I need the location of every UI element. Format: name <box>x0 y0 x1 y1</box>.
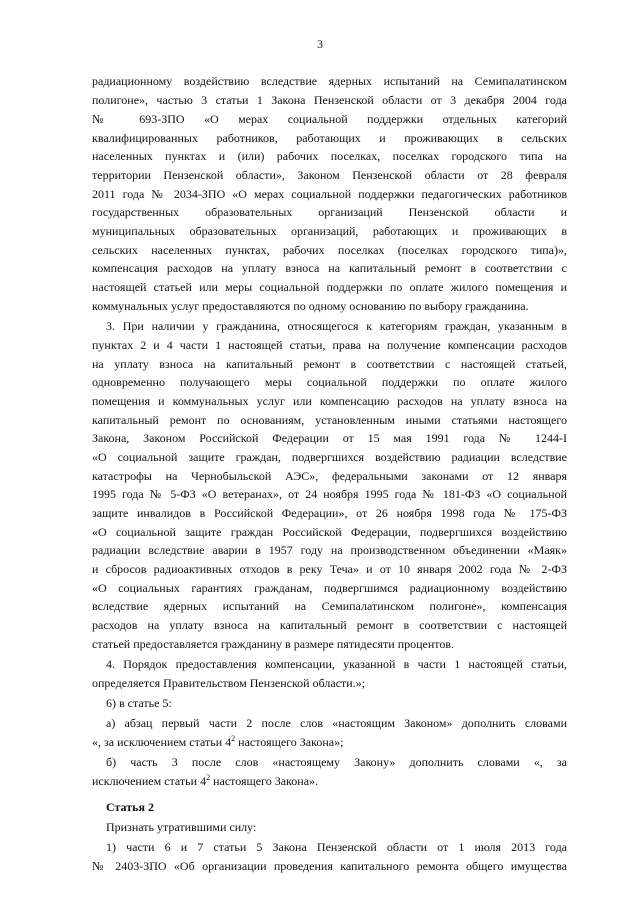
line-text: радиации вследствие аварии в 1957 году на производственном объединении «Маяк» <box>92 543 567 557</box>
text-line <box>92 73 567 90</box>
text-line <box>92 773 567 790</box>
line-text: 1) части 6 и 7 статьи 5 Закона Пензенской области от 1 июля 2013 года <box>106 840 567 854</box>
text-line <box>106 656 567 673</box>
text-line <box>92 130 567 147</box>
text-line <box>92 524 567 541</box>
line-text-continuation: настоящего Закона». <box>210 774 319 788</box>
line-text: 2011 года № 2034-ЗПО «О мерах социальной поддержки педагогических работников <box>92 187 567 201</box>
line-text: Статья 2 <box>106 800 154 814</box>
text-line <box>92 430 567 447</box>
line-text: коммунальных услуг предоставляются по одному основанию по выбору гражданина. <box>92 299 529 313</box>
text-line <box>92 374 567 391</box>
line-text: радиационному воздействию вследствие ядерных испытаний на Семипалатинском <box>92 74 567 88</box>
line-text: пунктах 2 и 4 части 1 настоящей статьи, права на получение компенсации расходов <box>92 338 567 352</box>
line-text: настоящей статьей или меры социальной поддержки по оплате жилого помещения и <box>92 280 567 294</box>
text-line <box>92 92 567 109</box>
line-text: государственных образовательных организаций Пензенской области и <box>92 205 567 219</box>
page-number: 3 <box>317 37 323 51</box>
line-text: «О социальной защите граждан Российской Федерации, подвергшихся воздействию <box>92 525 567 539</box>
line-text: № 693-ЗПО «О мерах социальной поддержки отдельных категорий <box>92 112 567 126</box>
text-line <box>92 598 567 615</box>
line-text: «О социальной защите граждан, подвергшихся воздействию радиации вследствие <box>92 450 567 464</box>
line-text: катастрофы на Чернобыльской АЭС», федеральными законами от 12 января <box>92 469 567 483</box>
text-line <box>92 675 567 692</box>
line-text: полигоне», частью 3 статьи 1 Закона Пензенской области от 3 декабря 2004 года <box>92 93 567 107</box>
line-text: сельских населенных пунктах, рабочих поселках (поселках городского типа)», <box>92 243 567 257</box>
text-line <box>92 298 567 315</box>
line-text: «, за исключением статьи 4 <box>92 735 232 749</box>
text-line <box>92 486 567 503</box>
text-line <box>92 505 567 522</box>
line-text: определяется Правительством Пензенской области.»; <box>92 676 366 690</box>
line-text: квалифицированных работников, работающих и проживающих в сельских <box>92 131 567 145</box>
article-heading <box>106 799 567 816</box>
line-text: на уплату взноса на капитальный ремонт в соответствии с настоящей статьей, <box>92 357 567 371</box>
line-text: б) часть 3 после слов «настоящему Закону» дополнить словами «, за <box>106 755 567 769</box>
text-line <box>92 412 567 429</box>
text-line <box>92 356 567 373</box>
superscript: 2 <box>231 734 236 743</box>
text-line <box>92 242 567 259</box>
line-text: а) абзац первый части 2 после слов «настоящим Законом» дополнить словами <box>106 716 567 730</box>
line-text: № 2403-ЗПО «Об организации проведения капитального ремонта общего имущества <box>92 859 567 873</box>
line-text: 6) в статье 5: <box>106 696 172 710</box>
line-text: помещения и коммунальных услуг или компенсацию расходов на уплату взноса на <box>92 394 567 408</box>
text-line <box>92 148 567 165</box>
text-line <box>92 636 567 653</box>
line-text: расходов на уплату взноса на капитальный ремонт в соответствии с настоящей <box>92 618 567 632</box>
line-text: компенсация расходов на уплату взноса на капитальный ремонт в соответствии с <box>92 261 567 275</box>
text-line <box>106 754 567 771</box>
text-line <box>92 279 567 296</box>
text-line <box>92 393 567 410</box>
line-text: и сбросов радиоактивных отходов в реку Теча» и от 10 января 2002 года № 2-ФЗ <box>92 562 567 576</box>
text-line <box>92 542 567 559</box>
text-line <box>92 204 567 221</box>
text-line <box>92 580 567 597</box>
line-text: капитальный ремонт по основаниям, установленным иными статьями настоящего <box>92 413 567 427</box>
line-text: защите инвалидов в Российской Федерации», от 26 ноября 1998 года № 175-ФЗ <box>92 506 567 520</box>
text-line <box>92 617 567 634</box>
text-line <box>106 318 567 335</box>
line-text: территории Пензенской области», Законом Пензенской области от 28 февраля <box>92 168 567 182</box>
text-line <box>106 695 567 712</box>
text-line <box>106 819 567 836</box>
line-text: исключением статьи 4 <box>92 774 207 788</box>
line-text-continuation: настоящего Закона»; <box>235 735 344 749</box>
line-text: вследствие ядерных испытаний на Семипалатинском полигоне», компенсация <box>92 599 567 613</box>
text-line <box>92 449 567 466</box>
text-line <box>92 468 567 485</box>
line-text: 4. Порядок предоставления компенсации, указанной в части 1 настоящей статьи, <box>106 657 567 671</box>
line-text: муниципальных образовательных организаций, работающих и проживающих в <box>92 224 567 238</box>
line-text: 1995 года № 5-ФЗ «О ветеранах», от 24 ноября 1995 года № 181-ФЗ «О социальной <box>92 487 567 501</box>
line-text: Закона, Законом Российской Федерации от 15 мая 1991 года № 1244-I <box>92 431 567 445</box>
line-text: статьей предоставляется гражданину в размере пятидесяти процентов. <box>92 637 455 651</box>
line-text: Признать утратившими силу: <box>106 820 257 834</box>
line-text: 3. При наличии у гражданина, относящегося к категориям граждан, указанным в <box>106 319 567 333</box>
text-line <box>92 734 567 751</box>
text-line <box>92 561 567 578</box>
text-line <box>92 111 567 128</box>
text-line <box>106 839 567 856</box>
line-text: населенных пунктах и (или) рабочих поселках, поселках городского типа на <box>92 149 567 163</box>
text-line <box>92 858 567 875</box>
line-text: «О социальных гарантиях гражданам, подвергшимся радиационному воздействию <box>92 581 567 595</box>
text-line <box>92 223 567 240</box>
text-line <box>92 167 567 184</box>
text-line <box>106 715 567 732</box>
superscript: 2 <box>206 773 211 782</box>
text-line <box>92 337 567 354</box>
text-line <box>92 260 567 277</box>
line-text: одновременно получающего меры социальной поддержки по оплате жилого <box>92 375 567 389</box>
text-line <box>92 186 567 203</box>
